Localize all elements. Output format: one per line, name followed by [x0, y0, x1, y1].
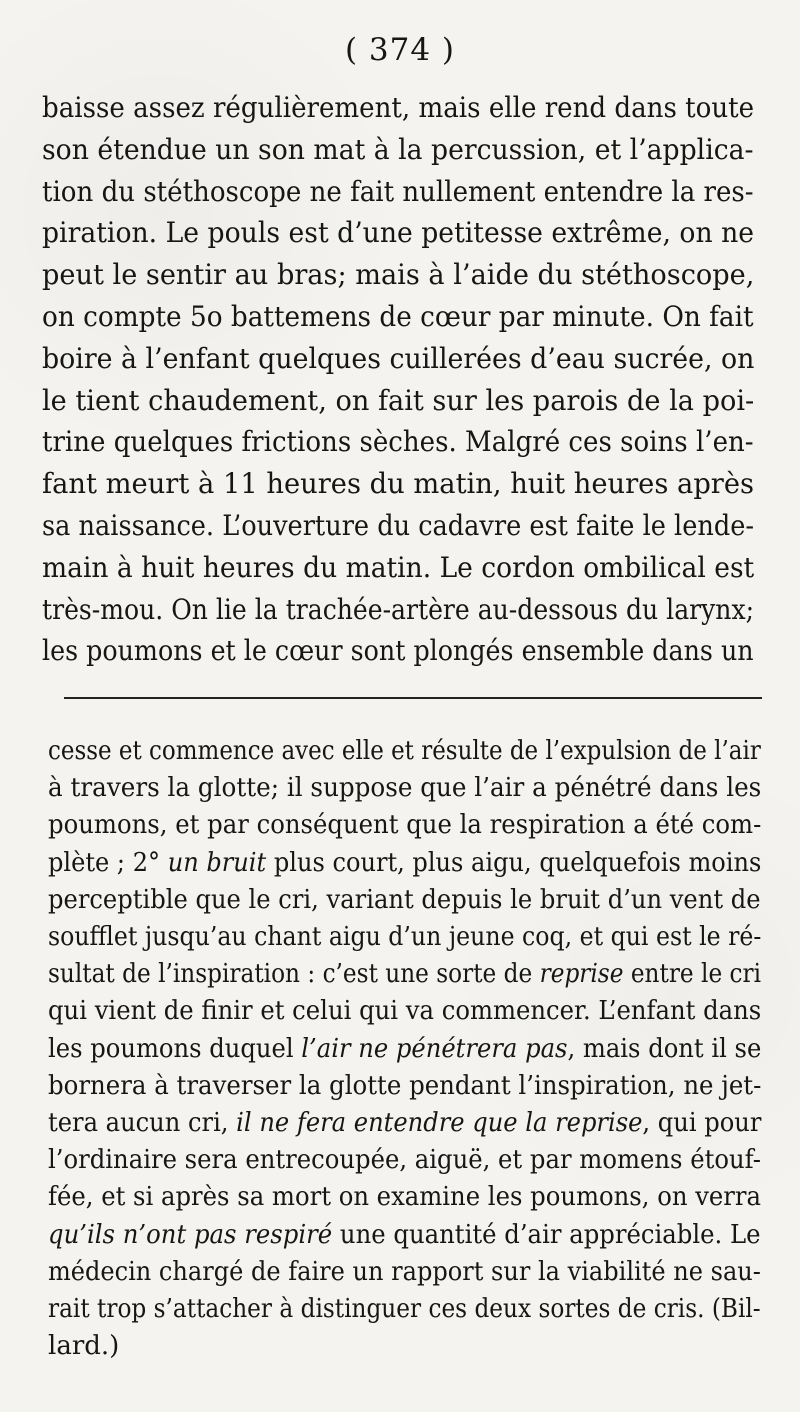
text-segment: une quantité d’air appréciable. Le [332, 1219, 761, 1250]
text-segment: tera aucun cri, [48, 1108, 237, 1138]
text-segment: boire à l’enfant quelques cuillerées d’eau sucrée, on [42, 341, 755, 375]
text-segment: rait trop s’attacher à distinguer ces deux sortes de cris. (Bil- [48, 1294, 761, 1324]
main-text-line [42, 590, 754, 630]
text-segment: fée, et si après sa mort on examine les poumons, on verra [48, 1182, 762, 1213]
footnote-line [48, 881, 761, 919]
text-segment: peut le sentir au bras; mais à l’aide du stéthoscope, [42, 258, 755, 292]
footnote-line [48, 1178, 761, 1216]
footnote-line [48, 844, 761, 882]
main-text-line [42, 339, 754, 379]
text-segment: piration. Le pouls est d’une petitesse extrême, on ne [42, 216, 755, 250]
text-segment: l’ordinaire sera entrecoupée, aiguë, et par momens étouf- [48, 1145, 761, 1176]
main-text-line [42, 631, 754, 671]
main-text-line [42, 506, 754, 546]
main-text-line [42, 464, 754, 504]
text-segment: son étendue un son mat à la percussion, et l’applica- [42, 132, 754, 166]
footnote-line [48, 732, 761, 770]
main-text-line [42, 381, 754, 421]
footnote-separator [64, 697, 762, 699]
text-segment: trine quelques frictions sèches. Malgré ces soins l’en- [42, 425, 754, 459]
text-segment: médecin chargé de faire un rapport sur la viabilité ne sau- [48, 1256, 761, 1287]
text-segment: lard.) [48, 1331, 120, 1362]
text-segment: à travers la glotte; il suppose que l’air a pénétré dans les [48, 773, 762, 804]
main-text-line [42, 213, 754, 253]
text-segment: très-mou. On lie la trachée-artère au-dessous du larynx; [42, 592, 755, 626]
text-segment: entre le cri [623, 959, 762, 990]
footnote-line [48, 1253, 761, 1291]
text-segment: fant meurt à 11 heures du matin, huit heures après [42, 467, 755, 501]
text-segment: tion du stéthoscope ne fait nullement entendre la res- [42, 174, 754, 208]
text-segment: main à huit heures du matin. Le cordon ombilical est [42, 550, 755, 584]
text-segment: baisse assez régulièrement, mais elle rend dans toute [42, 91, 755, 124]
footnote-line [48, 1141, 761, 1179]
main-text-line [42, 297, 754, 337]
text-segment: on compte 5o battemens de cœur par minute. On fait [42, 300, 754, 333]
text-segment: sa naissance. L’ouverture du cadavre est faite le lende- [42, 509, 755, 542]
footnote-line [48, 1216, 761, 1254]
footnote-line [48, 769, 761, 807]
italic-text-segment: reprise [539, 959, 624, 990]
main-text-line [42, 172, 754, 212]
main-text-line [42, 422, 754, 462]
main-text-line [42, 255, 754, 295]
footnote-line [48, 1030, 761, 1068]
main-text-line [42, 88, 754, 128]
footnote-line [48, 992, 761, 1030]
main-text-line [42, 548, 754, 588]
footnote-line [48, 955, 761, 993]
text-segment: plète ; 2° [48, 847, 168, 878]
text-segment: les poumons et le cœur sont plongés ensemble dans un [42, 634, 754, 668]
footnote-line [48, 1290, 761, 1328]
footnote-line [48, 806, 761, 844]
text-segment: poumons, et par conséquent que la respiration a été com- [48, 810, 762, 841]
text-segment: sultat de l’inspiration : c’est une sorte de [48, 959, 540, 990]
text-segment: soufflet jusqu’au chant aigu d’un jeune coq, et qui est le ré- [48, 922, 762, 952]
footnote-line [48, 1067, 761, 1105]
italic-text-segment: un bruit [167, 847, 267, 878]
text-segment: les poumons duquel [48, 1033, 302, 1064]
text-segment: , qui pour [642, 1108, 762, 1138]
text-segment: plus court, plus aigu, quelquefois moins [266, 847, 762, 878]
text-segment: perceptible que le cri, variant depuis le bruit d’un vent de [48, 884, 761, 915]
text-segment: qui vient de finir et celui qui va commencer. L’enfant dans [48, 996, 762, 1027]
main-text-line [42, 130, 754, 170]
footnote-line [48, 1104, 761, 1142]
text-segment: cesse et commence avec elle et résulte de l’expulsion de l’air [48, 736, 761, 766]
italic-text-segment: qu’ils n’ont pas respiré [48, 1219, 333, 1250]
italic-text-segment: il ne fera entendre que la reprise [236, 1108, 643, 1138]
text-segment: le tient chaudement, on fait sur les parois de la poi- [42, 383, 755, 417]
footnote-line [48, 1327, 119, 1365]
footnote-line [48, 918, 761, 956]
text-segment: , mais dont il se [567, 1033, 762, 1064]
italic-text-segment: l’air ne pénétrera pas [301, 1033, 568, 1064]
page-number: ( 374 ) [344, 32, 456, 68]
text-segment: bornera à traverser la glotte pendant l’inspiration, ne jet- [48, 1070, 762, 1101]
